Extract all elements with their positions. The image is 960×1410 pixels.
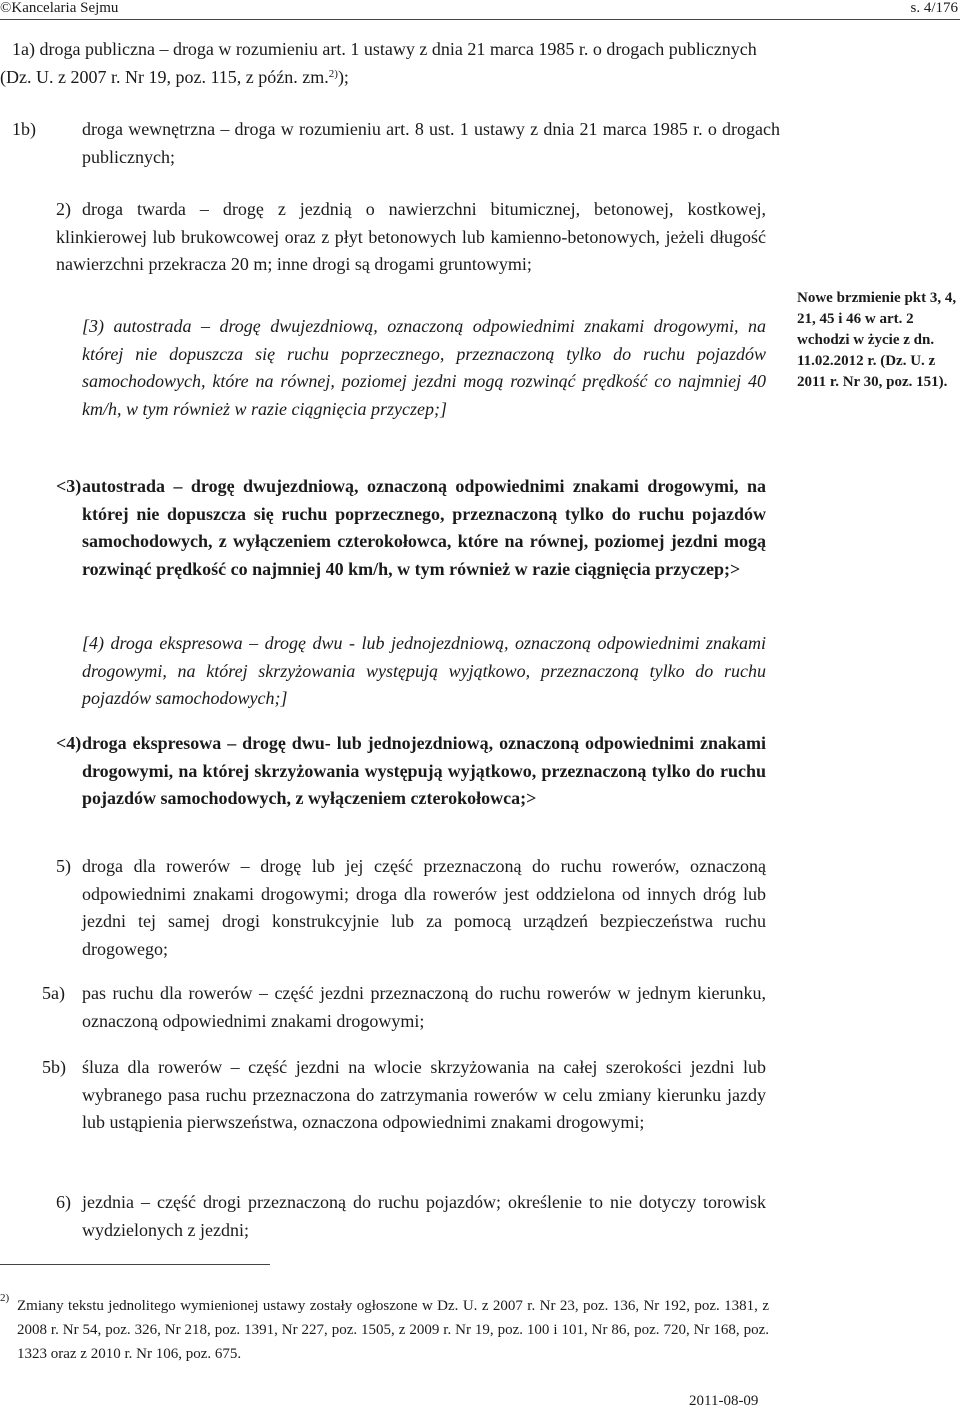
paragraph-5b-num: 5b) — [42, 1057, 66, 1077]
paragraph-1a-num: 1a) — [12, 39, 35, 59]
paragraph-1a-body: droga publiczna – droga w rozumieniu art. 1 ustawy z dnia 21 marca 1985 r. o drogach publicznych (Dz. U. z 2007 r. Nr 19, poz. 115, z późn. zm. — [0, 39, 757, 87]
page-header — [0, 0, 960, 22]
paragraph-2-num: 2) — [56, 199, 71, 219]
paragraph-5b — [42, 1054, 766, 1137]
paragraph-6-num: 6) — [56, 1192, 71, 1212]
footnote-mark: 2) — [0, 1292, 10, 1304]
paragraph-6-text: jezdnia – część drogi przeznaczoną do ruchu pojazdów; określenie to nie dotyczy torowisk wydzielonych z jezdni; — [82, 1192, 766, 1240]
paragraph-3-old-text: [3) autostrada – drogę dwujezdniową, oznaczoną odpowiednimi znakami drogowymi, na której nie dopuszcza się ruchu poprzecznego, przeznaczoną tylko do ruchu pojazdów samochodowych, które na równej, poziomej jezdni mogą rozwinąć prędkość co najmniej 40 km/h, w tym również w razie ciągnięcia przyczep;] — [82, 316, 766, 419]
paragraph-1a-tail: ); — [337, 66, 349, 87]
margin-note: Nowe brzmienie pkt 3, 4, 21, 45 i 46 w art. 2 wchodzi w życie z dn. 11.02.2012 r. (Dz. U. z 2011 r. Nr 30, poz. 151). — [797, 290, 957, 390]
paragraph-3-new — [56, 473, 766, 583]
footnote-ref-2[interactable]: 2) — [328, 67, 338, 80]
paragraph-5a-text: pas ruchu dla rowerów – część jezdni przeznaczoną do ruchu rowerów w jednym kierunku, oznaczoną odpowiednimi znakami drogowymi; — [82, 983, 766, 1031]
paragraph-5a — [42, 980, 766, 1035]
paragraph-1a — [0, 36, 780, 91]
paragraph-4-new — [56, 730, 766, 813]
paragraph-2-text: droga twarda – drogę z jezdnią o nawierzchni bitumicznej, betonowej, kostkowej, klinkierowej lub brukowcowej oraz z płyt betonowych lub kamienno-betonowych, jeżeli długość nawierzchni przekracza 20 m; inne drogi są drogami gruntowymi; — [56, 199, 766, 274]
paragraph-4-new-text: droga ekspresowa – drogę dwu- lub jednojezdniową, oznaczoną odpowiednimi znakami drogowymi, na której skrzyżowania występują wyjątkowo, przeznaczoną tylko do ruchu pojazdów samochodowych, z wyłączeniem czterokołowca;> — [82, 733, 766, 808]
paragraph-1b — [12, 116, 780, 171]
paragraph-1b-num: 1b) — [12, 119, 36, 139]
paragraph-3-new-num: <3) — [56, 476, 82, 496]
paragraph-6 — [56, 1189, 766, 1244]
paragraph-5b-text: śluza dla rowerów – część jezdni na wlocie skrzyżowania na całej szerokości jezdni lub wybranego pasa ruchu przeznaczona do zatrzymania rowerów w celu zmiany kierunku jazdy lub ustąpienia pierwszeństwa, oznaczona odpowiednimi znakami drogowymi; — [82, 1057, 766, 1132]
paragraph-1b-text: droga wewnętrzna – droga w rozumieniu art. 8 ust. 1 ustawy z dnia 21 marca 1985 r. o drogach publicznych; — [82, 119, 780, 167]
paragraph-5 — [56, 853, 766, 963]
header-publisher: ©Kancelaria Sejmu — [0, 0, 119, 16]
paragraph-5a-num: 5a) — [42, 983, 65, 1003]
document-date: 2011-08-09 — [689, 1393, 759, 1409]
paragraph-5-text: droga dla rowerów – drogę lub jej część przeznaczoną do ruchu rowerów, oznaczoną odpowiednimi znakami drogowymi; droga dla rowerów jest oddzielona od innych dróg lub jezdni tej samej drogi konstrukcyjnie lub za pomocą urządzeń bezpieczeństwa ruchu drogowego; — [82, 856, 766, 959]
paragraph-4-old-text: [4) droga ekspresowa – drogę dwu - lub jednojezdniową, oznaczoną odpowiednimi znakami drogowymi, na której skrzyżowania występują wyjątkowo, przeznaczoną tylko do ruchu pojazdów samochodowych;] — [82, 633, 766, 708]
header-page-number: s. 4/176 — [910, 0, 958, 16]
paragraph-1a-text — [0, 36, 780, 91]
paragraph-3-old — [82, 313, 766, 423]
paragraph-4-old — [82, 630, 766, 713]
footnote-text: Zmiany tekstu jednolitego wymienionej ustawy zostały ogłoszone w Dz. U. z 2007 r. Nr 23, poz. 136, Nr 192, poz. 1381, z 2008 r. Nr 54, poz. 326, Nr 218, poz. 1391, Nr 227, poz. 1505, z 2009 r. Nr 19, poz. 100 i 101, Nr 86, poz. 720, Nr 168, poz. 1323 oraz z 2010 r. Nr 106, poz. 675. — [17, 1298, 769, 1362]
header-rule — [0, 19, 960, 20]
footnote — [0, 1292, 769, 1366]
footnote-rule — [0, 1264, 270, 1265]
paragraph-2 — [56, 196, 766, 279]
paragraph-3-new-text: autostrada – drogę dwujezdniową, oznaczoną odpowiednimi znakami drogowymi, na której nie dopuszcza się ruchu poprzecznego, przeznaczoną tylko do ruchu pojazdów samochodowych, z wyłączeniem czterokołowca, które na równej, poziomej jezdni mogą rozwinąć prędkość co najmniej 40 km/h, w tym również w razie ciągnięcia przyczep;> — [82, 476, 766, 579]
paragraph-5-num: 5) — [56, 856, 71, 876]
paragraph-4-new-num: <4) — [56, 733, 82, 753]
